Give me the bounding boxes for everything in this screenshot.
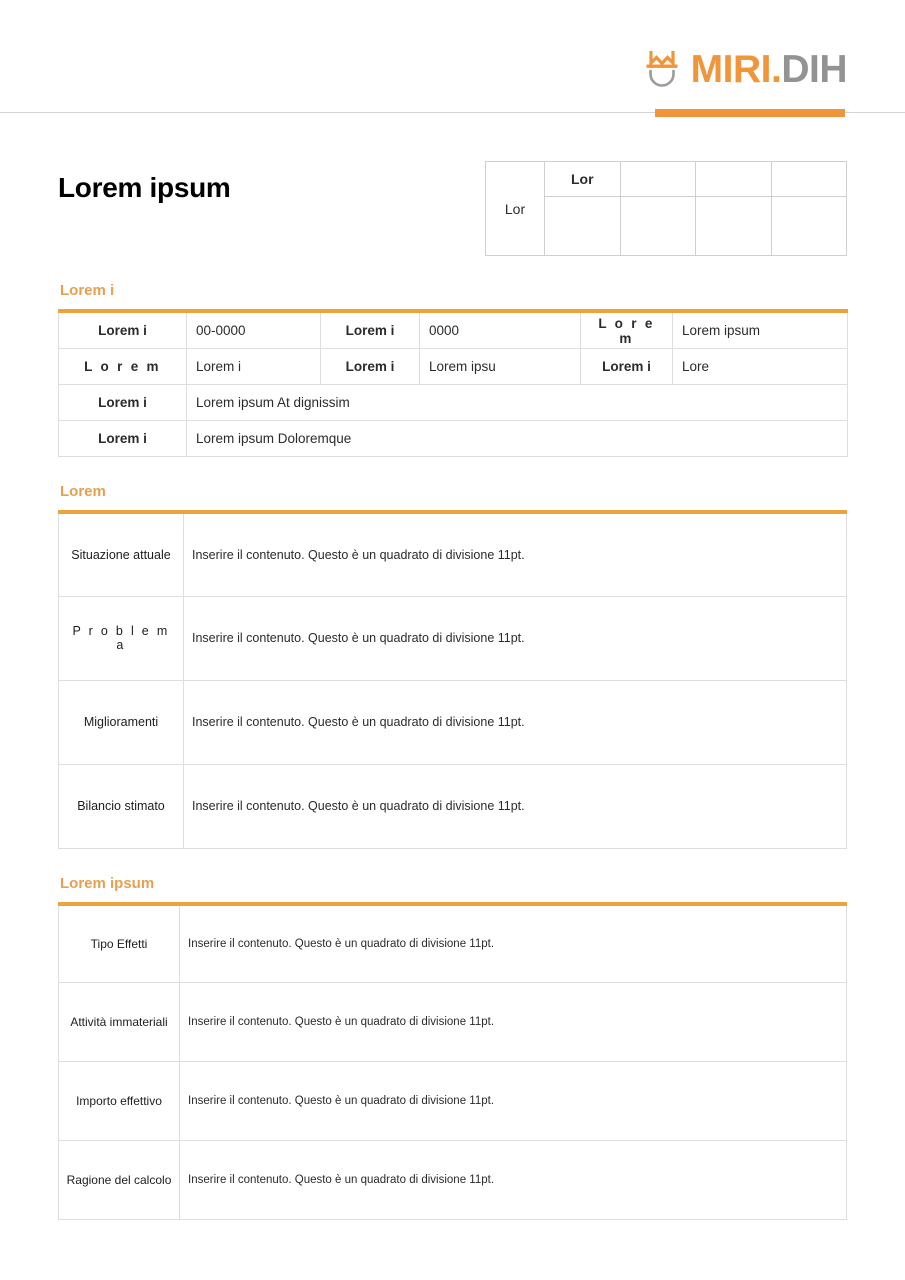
table-row [59,1062,847,1141]
section-heading: Lorem i [60,282,115,299]
info-label: Lorem i [321,349,420,385]
section-heading: Lorem [60,483,106,500]
page-body [0,113,905,1220]
info-label: Lorem i [59,311,187,349]
block-value[interactable]: Inserire il contenuto. Questo è un quadrato di divisione 11pt. [180,1062,847,1141]
info-table [58,309,848,457]
table-row [59,680,847,764]
header-accent-bar [655,109,845,117]
section-lorem-i [58,282,847,457]
info-value[interactable]: Lorem ipsum [673,311,848,349]
table-row [59,421,848,457]
info-label: L o r e m [59,349,187,385]
block-label: Importo effettivo [59,1062,180,1141]
block-label: Situazione attuale [59,512,184,596]
block-value[interactable]: Inserire il contenuto. Questo è un quadrato di divisione 11pt. [184,512,847,596]
meta-cell-empty[interactable] [771,197,847,256]
meta-header-label: Lor [545,162,621,197]
table-row [59,512,847,596]
info-value[interactable]: 00-0000 [187,311,321,349]
info-label: Lorem i [59,421,187,457]
info-label: Lorem i [581,349,673,385]
info-value[interactable]: Lorem ipsum At dignissim [187,385,848,421]
brand-name-primary: MIRI. [690,48,782,91]
block-value[interactable]: Inserire il contenuto. Questo è un quadrato di divisione 11pt. [180,983,847,1062]
page-title: Lorem ipsum [58,172,231,203]
table-row [59,385,848,421]
meta-side-label: Lor [486,162,545,256]
table-row [486,162,847,197]
title-row [58,113,847,256]
block-value[interactable]: Inserire il contenuto. Questo è un quadrato di divisione 11pt. [180,904,847,983]
meta-cell-empty[interactable] [545,197,621,256]
brand-logo [642,47,847,92]
info-value[interactable]: Lorem ipsu [420,349,581,385]
brand-wordmark [691,50,847,89]
block-value[interactable]: Inserire il contenuto. Questo è un quadrato di divisione 11pt. [184,764,847,848]
meta-cell-empty[interactable] [696,197,772,256]
section-lorem [58,483,847,849]
table-row [59,596,847,680]
section-lorem-ipsum [58,875,847,1221]
info-value[interactable]: Lorem ipsum Doloremque [187,421,848,457]
block-label: Attività immateriali [59,983,180,1062]
table-row [59,764,847,848]
meta-table [485,161,847,256]
info-label: Lorem i [321,311,420,349]
table-row [59,904,847,983]
info-value[interactable]: 0000 [420,311,581,349]
block-label: Tipo Effetti [59,904,180,983]
block-label: Ragione del calcolo [59,1141,180,1220]
blocks-table-lorem [58,510,847,849]
meta-cell-empty[interactable] [620,197,696,256]
table-row [59,983,847,1062]
meta-cell-empty[interactable] [696,162,772,197]
block-label: Bilancio stimato [59,764,184,848]
blocks-table-lorem-ipsum [58,902,847,1221]
page-header [0,0,905,113]
info-label: L o r e m [581,311,673,349]
miri-hat-logo-icon [642,47,682,92]
table-row [59,349,848,385]
block-value[interactable]: Inserire il contenuto. Questo è un quadrato di divisione 11pt. [184,596,847,680]
section-heading: Lorem ipsum [60,874,155,892]
table-row [59,311,848,349]
info-value[interactable]: Lore [673,349,848,385]
meta-cell-empty[interactable] [620,162,696,197]
block-label: P r o b l e m a [59,596,184,680]
block-label: Miglioramenti [59,680,184,764]
block-value[interactable]: Inserire il contenuto. Questo è un quadrato di divisione 11pt. [180,1141,847,1220]
info-value[interactable]: Lorem i [187,349,321,385]
info-label: Lorem i [59,385,187,421]
table-row [59,1141,847,1220]
brand-name-secondary: DIH [781,48,847,91]
block-value[interactable]: Inserire il contenuto. Questo è un quadrato di divisione 11pt. [184,680,847,764]
meta-cell-empty[interactable] [771,162,847,197]
